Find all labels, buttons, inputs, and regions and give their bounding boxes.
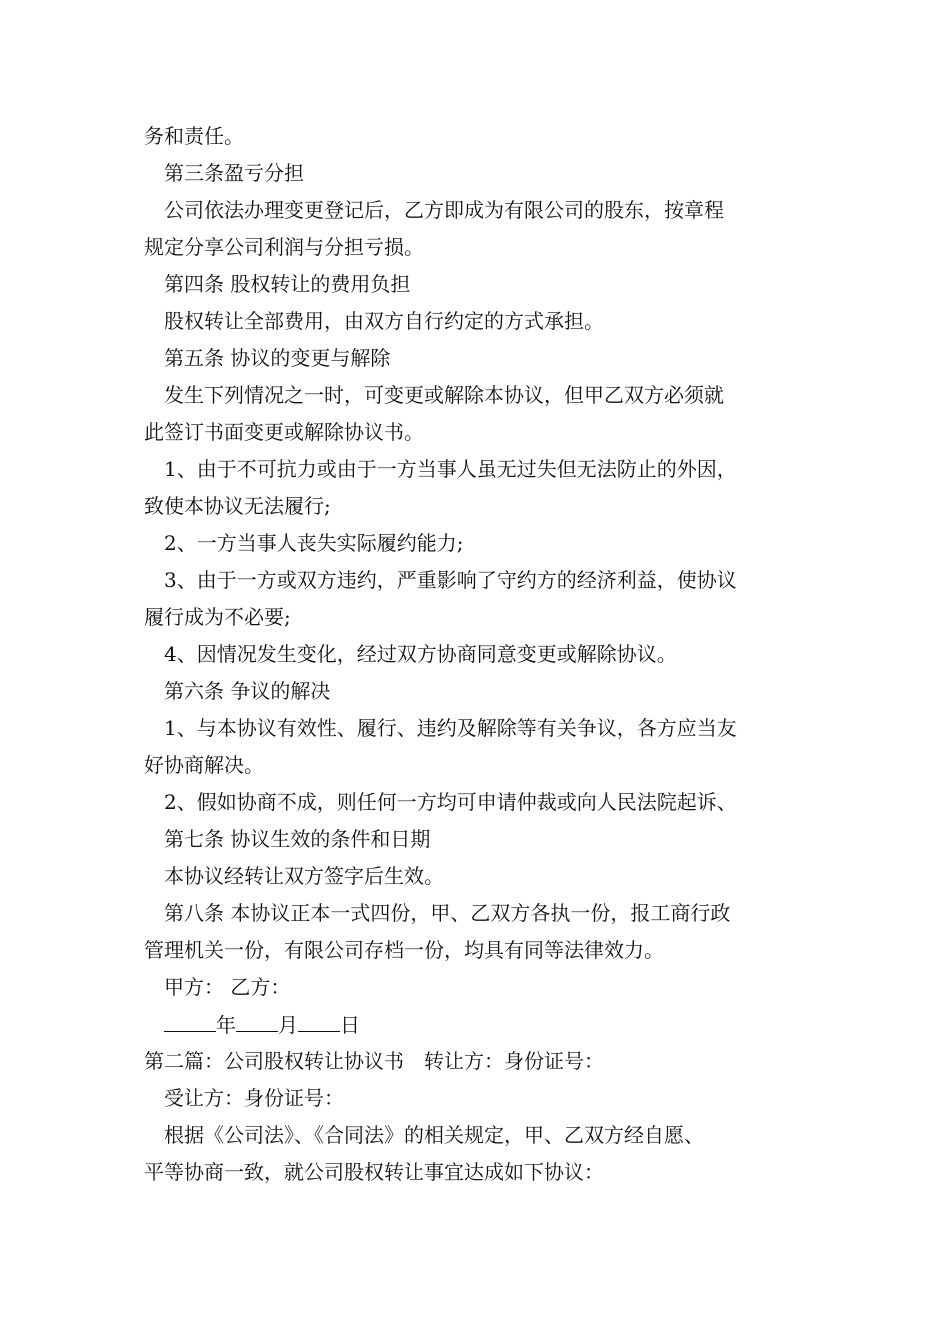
signature-line: 甲方： 乙方： xyxy=(164,975,291,999)
text-line: 履行成为不必要; xyxy=(144,605,291,629)
text-line: 发生下列情况之一时，可变更或解除本协议，但甲乙双方必须就 xyxy=(164,383,724,407)
part2-title-line xyxy=(144,1048,814,1074)
list-item: 2、一方当事人丧失实际履约能力; xyxy=(164,531,464,555)
part2-title: 第二篇：公司股权转让协议书 xyxy=(144,1049,404,1073)
article-heading: 第七条 协议生效的条件和日期 xyxy=(164,827,431,851)
month-blank xyxy=(236,1011,278,1032)
day-label: 日 xyxy=(340,1013,360,1037)
text-line: 好协商解决。 xyxy=(144,753,264,777)
text-line: 致使本协议无法履行; xyxy=(144,494,331,518)
article-heading: 第八条 本协议正本一式四份，甲、乙双方各执一份，报工商行政 xyxy=(164,901,731,925)
year-label: 年 xyxy=(216,1013,236,1037)
transferee-label: 受让方：身份证号： xyxy=(164,1086,344,1110)
text-line: 股权转让全部费用，由双方自行约定的方式承担。 xyxy=(164,309,604,333)
month-label: 月 xyxy=(278,1013,298,1037)
list-item: 3、由于一方或双方违约，严重影响了守约方的经济利益，使协议 xyxy=(164,568,737,592)
list-item: 2、假如协商不成，则任何一方均可申请仲裁或向人民法院起诉、 xyxy=(164,790,737,814)
text-line: 管理机关一份，有限公司存档一份，均具有同等法律效力。 xyxy=(144,938,664,962)
transferor-label: 转让方：身份证号： xyxy=(424,1049,604,1073)
list-item: 1、与本协议有效性、履行、违约及解除等有关争议，各方应当友 xyxy=(164,716,737,740)
text-line: 公司依法办理变更登记后，乙方即成为有限公司的股东，按章程 xyxy=(164,198,724,222)
article-heading: 第四条 股权转让的费用负担 xyxy=(164,272,411,296)
text-line: 此签订书面变更或解除协议书。 xyxy=(144,420,424,444)
text-line: 本协议经转让双方签字后生效。 xyxy=(164,864,444,888)
text-line: 务和责任。 xyxy=(144,124,244,148)
article-heading: 第三条盈亏分担 xyxy=(164,161,304,185)
day-blank xyxy=(298,1011,340,1032)
date-line xyxy=(164,1011,814,1037)
text-line: 根据《公司法》、《合同法》的相关规定，甲、乙双方经自愿、 xyxy=(164,1123,704,1147)
article-heading: 第六条 争议的解决 xyxy=(164,679,331,703)
year-blank xyxy=(164,1011,216,1032)
list-item: 4、因情况发生变化，经过双方协商同意变更或解除协议。 xyxy=(164,642,677,666)
article-heading: 第五条 协议的变更与解除 xyxy=(164,346,391,370)
list-item: 1、由于不可抗力或由于一方当事人虽无过失但无法防止的外因， xyxy=(164,457,737,481)
text-line: 规定分享公司利润与分担亏损。 xyxy=(144,235,424,259)
text-line: 平等协商一致，就公司股权转让事宜达成如下协议： xyxy=(144,1160,604,1184)
